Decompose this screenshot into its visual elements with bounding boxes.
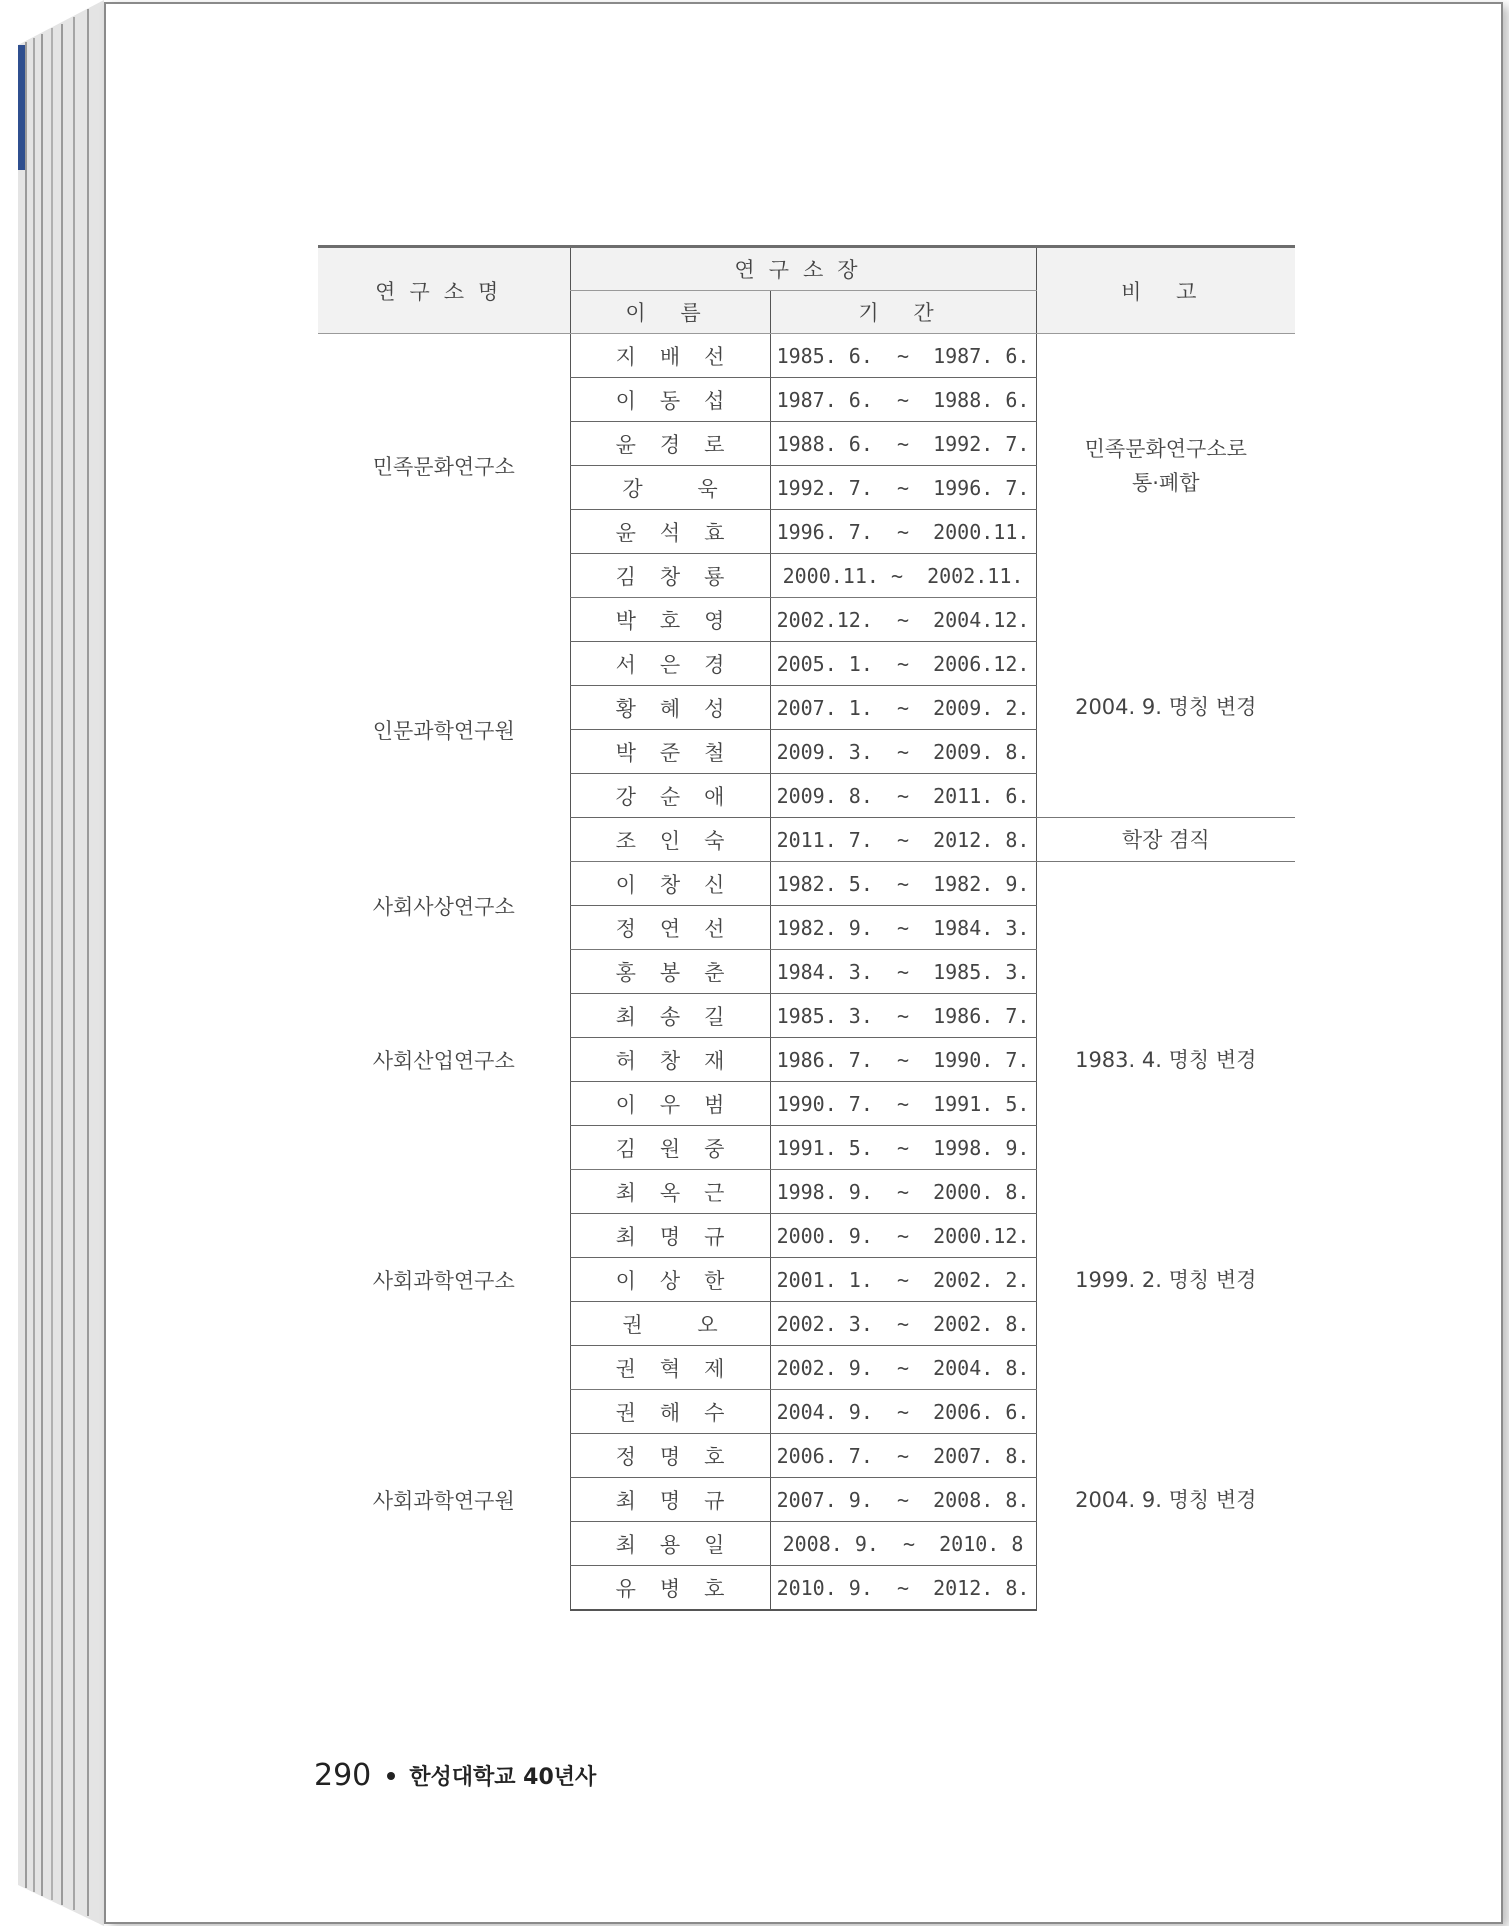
table-row xyxy=(318,1390,1295,1434)
table-body xyxy=(318,334,1295,1611)
term-period: 1985. 3. ~ 1986. 7. xyxy=(770,994,1036,1038)
institute-name: 사회사상연구소 xyxy=(372,894,515,919)
director-name: 이우범 xyxy=(570,1082,770,1126)
research-directors-table xyxy=(318,245,1295,1611)
term-period: 1982. 5. ~ 1982. 9. xyxy=(770,862,1036,906)
term-period: 1988. 6. ~ 1992. 7. xyxy=(770,422,1036,466)
term-period: 2009. 3. ~ 2009. 8. xyxy=(770,730,1036,774)
term-period: 2009. 8. ~ 2011. 6. xyxy=(770,774,1036,818)
term-period: 1991. 5. ~ 1998. 9. xyxy=(770,1126,1036,1170)
director-name: 이동섭 xyxy=(570,378,770,422)
term-period: 2007. 9. ~ 2008. 8. xyxy=(770,1478,1036,1522)
director-name: 권해수 xyxy=(570,1390,770,1434)
note-cell: 1983. 4. 명칭 변경 xyxy=(1075,1047,1257,1072)
term-period: 1982. 9. ~ 1984. 3. xyxy=(770,906,1036,950)
director-name: 강순애 xyxy=(570,774,770,818)
director-name: 최옥근 xyxy=(570,1170,770,1214)
term-period: 2011. 7. ~ 2012. 8. xyxy=(770,818,1036,862)
table-row xyxy=(318,598,1295,642)
term-period: 1990. 7. ~ 1991. 5. xyxy=(770,1082,1036,1126)
note-cell: 학장 겸직 xyxy=(1036,818,1295,862)
institute-name: 인문과학연구원 xyxy=(372,718,515,743)
director-name: 강 욱 xyxy=(570,466,770,510)
director-name: 박준철 xyxy=(570,730,770,774)
term-period: 2002. 9. ~ 2004. 8. xyxy=(770,1346,1036,1390)
term-period: 2000.11. ~ 2002.11. xyxy=(770,554,1036,598)
book-page-edges xyxy=(18,0,106,1926)
institute-name: 사회과학연구소 xyxy=(372,1268,515,1293)
note-cell: 1999. 2. 명칭 변경 xyxy=(1075,1267,1257,1292)
director-name: 최명규 xyxy=(570,1214,770,1258)
term-period: 1987. 6. ~ 1988. 6. xyxy=(770,378,1036,422)
note-cell xyxy=(1036,862,1295,950)
term-period: 2006. 7. ~ 2007. 8. xyxy=(770,1434,1036,1478)
director-name: 윤석효 xyxy=(570,510,770,554)
page-number: 290 xyxy=(314,1758,372,1793)
note-cell: 2004. 9. 명칭 변경 xyxy=(1075,1487,1257,1512)
director-name: 최송길 xyxy=(570,994,770,1038)
director-name: 박호영 xyxy=(570,598,770,642)
page-footer xyxy=(314,1758,596,1793)
director-name: 유병호 xyxy=(570,1566,770,1611)
term-period: 2002.12. ~ 2004.12. xyxy=(770,598,1036,642)
institute-name: 사회과학연구원 xyxy=(372,1488,515,1513)
header-name: 이 름 xyxy=(570,291,770,334)
director-name: 서은경 xyxy=(570,642,770,686)
director-name: 윤경로 xyxy=(570,422,770,466)
term-period: 2008. 9. ~ 2010. 8 xyxy=(770,1522,1036,1566)
term-period: 1984. 3. ~ 1985. 3. xyxy=(770,950,1036,994)
term-period: 1998. 9. ~ 2000. 8. xyxy=(770,1170,1036,1214)
term-period: 1992. 7. ~ 1996. 7. xyxy=(770,466,1036,510)
term-period: 2001. 1. ~ 2002. 2. xyxy=(770,1258,1036,1302)
director-name: 최용일 xyxy=(570,1522,770,1566)
term-period: 2004. 9. ~ 2006. 6. xyxy=(770,1390,1036,1434)
institute-name: 사회산업연구소 xyxy=(372,1048,515,1073)
director-name: 정명호 xyxy=(570,1434,770,1478)
table-row xyxy=(318,950,1295,994)
note-cell: 2004. 9. 명칭 변경 xyxy=(1036,598,1295,818)
term-period: 1985. 6. ~ 1987. 6. xyxy=(770,334,1036,378)
director-name: 이창신 xyxy=(570,862,770,906)
header-row xyxy=(318,247,1295,291)
director-name: 권 오 xyxy=(570,1302,770,1346)
director-name: 조인숙 xyxy=(570,818,770,862)
term-period: 2005. 1. ~ 2006.12. xyxy=(770,642,1036,686)
table-row xyxy=(318,862,1295,906)
director-name: 허창재 xyxy=(570,1038,770,1082)
director-name: 이상한 xyxy=(570,1258,770,1302)
table-row xyxy=(318,334,1295,378)
director-name: 정연선 xyxy=(570,906,770,950)
header-note: 비 고 xyxy=(1036,247,1295,334)
term-period: 2002. 3. ~ 2002. 8. xyxy=(770,1302,1036,1346)
term-period: 2007. 1. ~ 2009. 2. xyxy=(770,686,1036,730)
bullet-separator xyxy=(387,1772,395,1780)
director-name: 지배선 xyxy=(570,334,770,378)
term-period: 1996. 7. ~ 2000.11. xyxy=(770,510,1036,554)
director-name: 김창룡 xyxy=(570,554,770,598)
header-director: 연구소장 xyxy=(570,247,1036,291)
book-title: 한성대학교 40년사 xyxy=(409,1765,597,1790)
header-period: 기 간 xyxy=(770,291,1036,334)
director-name: 김원중 xyxy=(570,1126,770,1170)
header-institute: 연구소명 xyxy=(318,247,570,334)
director-name: 황혜성 xyxy=(570,686,770,730)
director-name: 권혁제 xyxy=(570,1346,770,1390)
director-name: 홍봉춘 xyxy=(570,950,770,994)
note-cell: 민족문화연구소로 통·폐합 xyxy=(1084,436,1247,495)
table-row xyxy=(318,1170,1295,1214)
term-period: 2000. 9. ~ 2000.12. xyxy=(770,1214,1036,1258)
director-name: 최명규 xyxy=(570,1478,770,1522)
institute-name: 민족문화연구소 xyxy=(372,454,515,479)
term-period: 1986. 7. ~ 1990. 7. xyxy=(770,1038,1036,1082)
term-period: 2010. 9. ~ 2012. 8. xyxy=(770,1566,1036,1611)
